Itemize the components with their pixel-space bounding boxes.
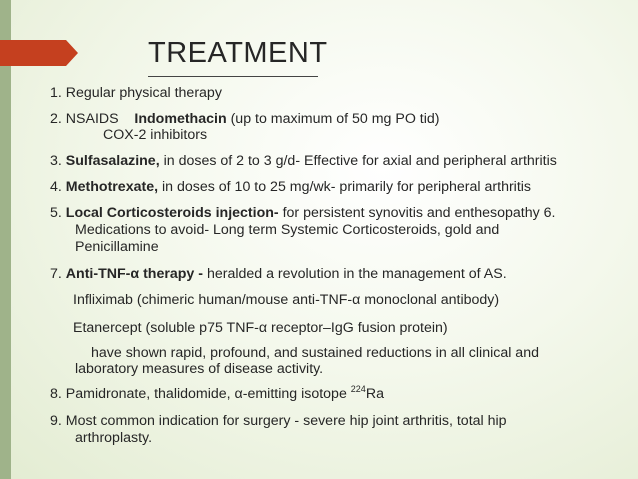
item-4: 4. Methotrexate, in doses of 10 to 25 mg/wk- primarily for peripheral arthritis xyxy=(50,179,532,195)
item-3: 3. Sulfasalazine, in doses of 2 to 3 g/d- Effective for axial and peripheral arthritis xyxy=(50,153,557,169)
item-5-line-3: Penicillamine xyxy=(75,239,159,255)
item-7-line-4: have shown rapid, profound, and sustained reductions in all clinical and xyxy=(91,345,539,361)
item-8: 8. Pamidronate, thalidomide, α-emitting isotope $^{224}$Ra xyxy=(50,384,384,402)
item-5: 5. Local Corticosteroids injection- for persistent synovitis and enthesopathy 6. xyxy=(50,205,556,221)
item-2-sub: COX-2 inhibitors xyxy=(103,127,208,143)
left-sidebar-bar xyxy=(0,0,11,479)
item-9-line-1: 9. Most common indication for surgery - severe hip joint arthritis, total hip xyxy=(50,413,507,429)
item-7-infliximab: Infliximab (chimeric human/mouse anti-TNF-α monoclonal antibody) xyxy=(73,292,500,308)
item-1: 1. Regular physical therapy xyxy=(50,85,222,101)
item-5-line-2: Medications to avoid- Long term Systemic Corticosteroids, gold and xyxy=(75,222,500,238)
title-underline xyxy=(148,76,318,77)
item-7: 7. Anti-TNF-α therapy - heralded a revolution in the management of AS. xyxy=(50,266,507,282)
item-9-line-2: arthroplasty. xyxy=(75,430,153,446)
slide-title: TREATMENT xyxy=(148,37,328,69)
item-7-line-5: laboratory measures of disease activity. xyxy=(75,361,324,377)
title-accent-arrow xyxy=(0,40,80,66)
item-2: 2. NSAIDS Indomethacin (up to maximum of 50 mg PO tid) xyxy=(50,111,440,127)
item-7-etanercept: Etanercept (soluble p75 TNF-α receptor–IgG fusion protein) xyxy=(73,320,448,336)
